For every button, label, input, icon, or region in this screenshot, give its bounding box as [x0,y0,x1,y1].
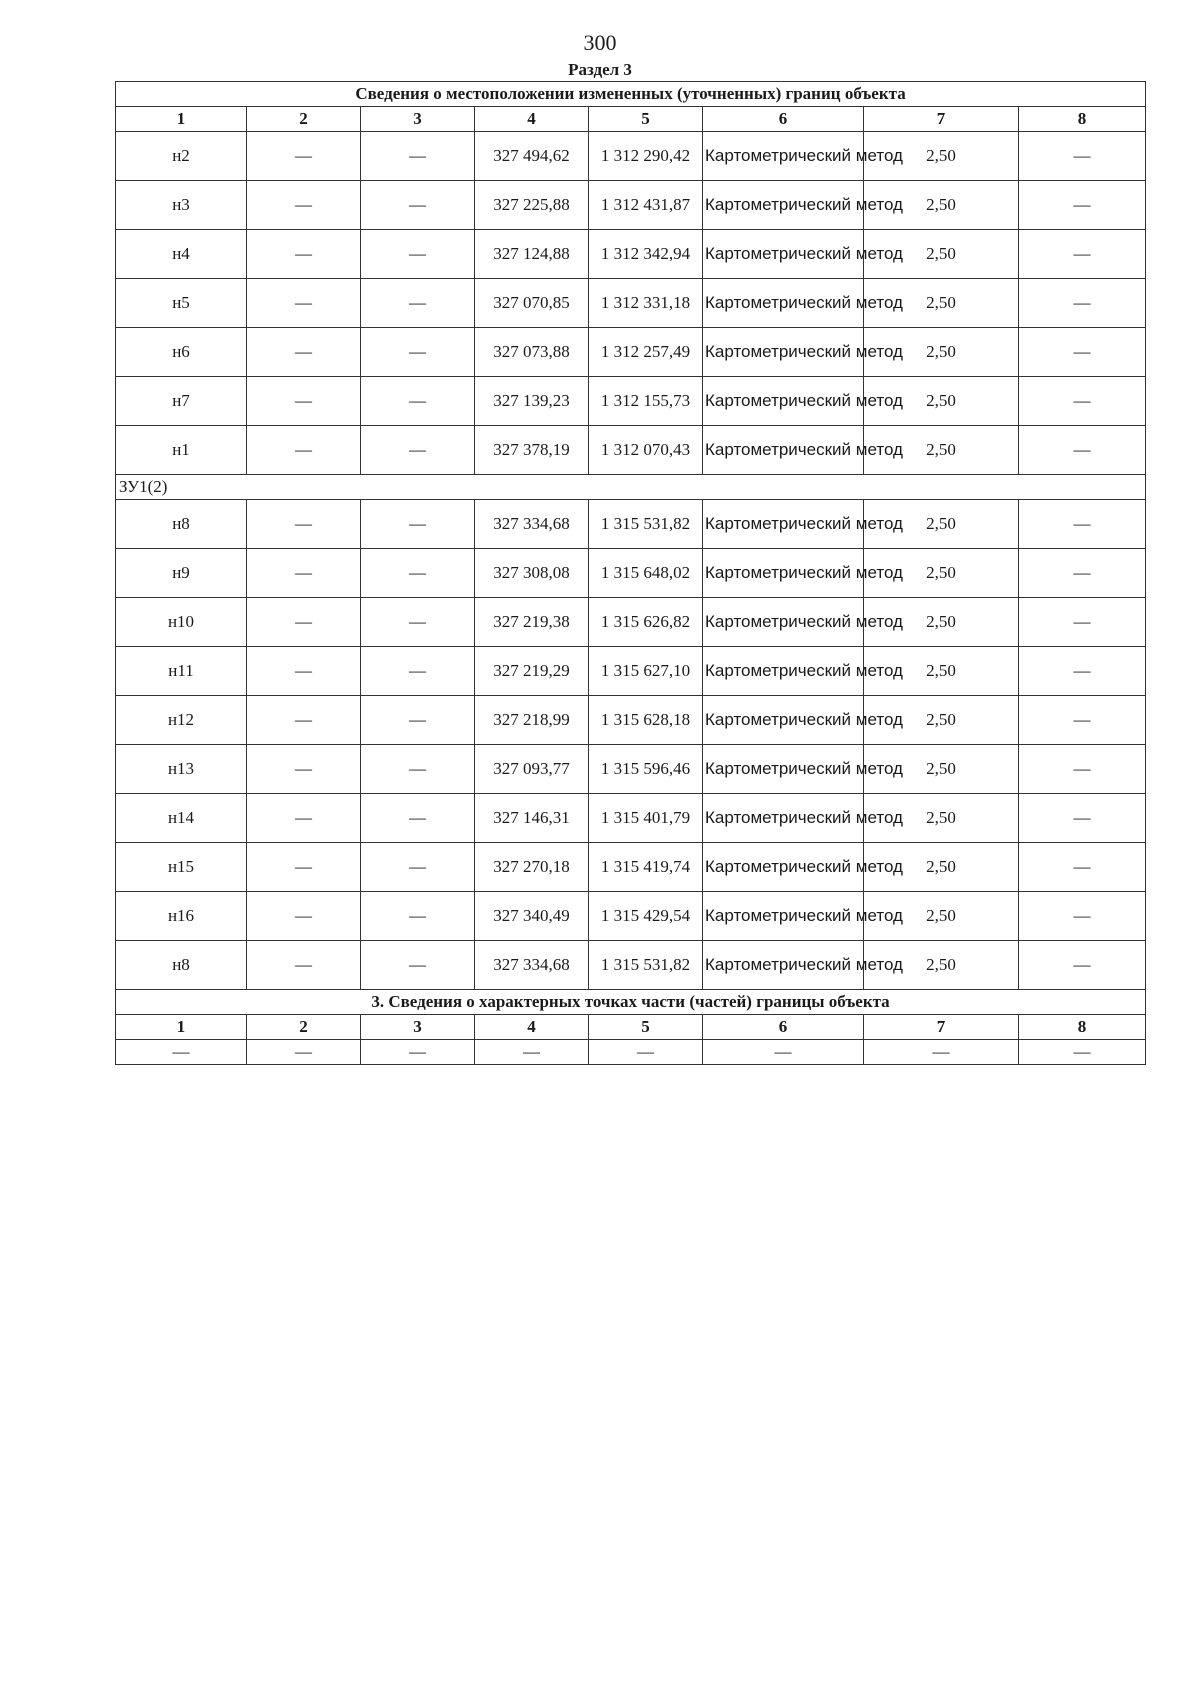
point-name-cell: н8 [116,500,247,549]
point-name-cell: н2 [116,132,247,181]
col3-cell: — [361,794,475,843]
col2-cell: — [247,500,361,549]
parts-header-row [116,1015,1146,1040]
coordinate-y-cell: 1 312 290,42 [589,132,703,181]
table-row [116,745,1146,794]
point-name-cell: н10 [116,598,247,647]
col2-cell: — [247,598,361,647]
point-name-cell: н15 [116,843,247,892]
col3-cell: — [361,843,475,892]
point-name-cell: н13 [116,745,247,794]
table-row [116,549,1146,598]
table-row [116,328,1146,377]
col2-cell: — [247,647,361,696]
method-cell: Картометрический метод [703,279,864,328]
coordinate-y-cell: 1 315 531,82 [589,941,703,990]
table-row [116,377,1146,426]
coordinate-y-cell: 1 315 401,79 [589,794,703,843]
parts-column-header: 7 [864,1015,1019,1040]
method-cell: Картометрический метод [703,598,864,647]
table-row [116,426,1146,475]
col2-cell: — [247,426,361,475]
method-cell: Картометрический метод [703,377,864,426]
accuracy-cell: 2,50 [864,132,1019,181]
col3-cell: — [361,500,475,549]
coordinate-x-cell: 327 146,31 [475,794,589,843]
parts-cell: — [247,1040,361,1065]
col8-cell: — [1019,181,1146,230]
coordinate-x-cell: 327 093,77 [475,745,589,794]
col2-cell: — [247,181,361,230]
table-caption: Сведения о местоположении измененных (уточненных) границ объекта [116,82,1146,107]
col2-cell: — [247,696,361,745]
col2-cell: — [247,549,361,598]
point-name-cell: н14 [116,794,247,843]
col8-cell: — [1019,598,1146,647]
method-cell: Картометрический метод [703,892,864,941]
col8-cell: — [1019,426,1146,475]
parts-cell: — [361,1040,475,1065]
col3-cell: — [361,892,475,941]
col2-cell: — [247,132,361,181]
accuracy-cell: 2,50 [864,745,1019,794]
col8-cell: — [1019,745,1146,794]
col2-cell: — [247,892,361,941]
column-header: 6 [703,107,864,132]
coordinate-x-cell: 327 070,85 [475,279,589,328]
coordinate-y-cell: 1 312 431,87 [589,181,703,230]
method-cell: Картометрический метод [703,647,864,696]
col3-cell: — [361,696,475,745]
coordinate-y-cell: 1 315 626,82 [589,598,703,647]
parts-column-header: 6 [703,1015,864,1040]
parts-column-header: 4 [475,1015,589,1040]
point-name-cell: н12 [116,696,247,745]
col8-cell: — [1019,328,1146,377]
accuracy-cell: 2,50 [864,843,1019,892]
method-cell: Картометрический метод [703,181,864,230]
col3-cell: — [361,426,475,475]
coordinate-x-cell: 327 270,18 [475,843,589,892]
parts-cell: — [1019,1040,1146,1065]
col8-cell: — [1019,647,1146,696]
col2-cell: — [247,794,361,843]
coordinate-y-cell: 1 315 419,74 [589,843,703,892]
parts-cell: — [864,1040,1019,1065]
table-row [116,941,1146,990]
accuracy-cell: 2,50 [864,328,1019,377]
col2-cell: — [247,745,361,794]
point-name-cell: н4 [116,230,247,279]
col8-cell: — [1019,696,1146,745]
parts-cell: — [116,1040,247,1065]
coordinate-y-cell: 1 315 627,10 [589,647,703,696]
group-row [116,475,1146,500]
parts-table-row [116,1040,1146,1065]
parts-caption-row [116,990,1146,1015]
table-row [116,598,1146,647]
coordinate-y-cell: 1 315 596,46 [589,745,703,794]
parts-column-header: 2 [247,1015,361,1040]
coordinate-x-cell: 327 218,99 [475,696,589,745]
point-name-cell: н5 [116,279,247,328]
parts-cell: — [475,1040,589,1065]
table-row [116,500,1146,549]
column-header: 7 [864,107,1019,132]
method-cell: Картометрический метод [703,132,864,181]
table-row [116,279,1146,328]
column-header: 4 [475,107,589,132]
col2-cell: — [247,230,361,279]
method-cell: Картометрический метод [703,745,864,794]
table-row [116,892,1146,941]
coordinate-y-cell: 1 312 342,94 [589,230,703,279]
col3-cell: — [361,132,475,181]
accuracy-cell: 2,50 [864,230,1019,279]
col8-cell: — [1019,132,1146,181]
accuracy-cell: 2,50 [864,892,1019,941]
coordinate-y-cell: 1 315 531,82 [589,500,703,549]
point-name-cell: н11 [116,647,247,696]
column-header: 5 [589,107,703,132]
col8-cell: — [1019,500,1146,549]
coordinate-x-cell: 327 308,08 [475,549,589,598]
coordinate-x-cell: 327 334,68 [475,941,589,990]
point-name-cell: н6 [116,328,247,377]
table-row [116,647,1146,696]
table-row [116,181,1146,230]
page-number: 300 [583,30,617,55]
coordinate-x-cell: 327 124,88 [475,230,589,279]
col3-cell: — [361,279,475,328]
col2-cell: — [247,843,361,892]
point-name-cell: н9 [116,549,247,598]
coordinate-x-cell: 327 494,62 [475,132,589,181]
method-cell: Картометрический метод [703,941,864,990]
coordinate-y-cell: 1 312 257,49 [589,328,703,377]
point-name-cell: н3 [116,181,247,230]
section-title: Раздел 3 [568,60,632,79]
accuracy-cell: 2,50 [864,426,1019,475]
parts-column-header: 1 [116,1015,247,1040]
coordinate-x-cell: 327 340,49 [475,892,589,941]
accuracy-cell: 2,50 [864,794,1019,843]
coordinate-x-cell: 327 219,29 [475,647,589,696]
col8-cell: — [1019,843,1146,892]
method-cell: Картометрический метод [703,843,864,892]
col3-cell: — [361,745,475,794]
col3-cell: — [361,549,475,598]
coordinate-y-cell: 1 312 070,43 [589,426,703,475]
boundary-table [115,81,1146,1065]
col8-cell: — [1019,892,1146,941]
coordinate-x-cell: 327 378,19 [475,426,589,475]
table-row [116,843,1146,892]
method-cell: Картометрический метод [703,328,864,377]
group-label: ЗУ1(2) [116,475,1146,500]
accuracy-cell: 2,50 [864,279,1019,328]
column-header: 1 [116,107,247,132]
method-cell: Картометрический метод [703,696,864,745]
coordinate-x-cell: 327 073,88 [475,328,589,377]
parts-cell: — [703,1040,864,1065]
point-name-cell: н8 [116,941,247,990]
coordinate-y-cell: 1 312 155,73 [589,377,703,426]
coordinate-y-cell: 1 315 628,18 [589,696,703,745]
coordinate-y-cell: 1 312 331,18 [589,279,703,328]
coordinate-y-cell: 1 315 648,02 [589,549,703,598]
col8-cell: — [1019,230,1146,279]
accuracy-cell: 2,50 [864,500,1019,549]
coordinate-x-cell: 327 225,88 [475,181,589,230]
col2-cell: — [247,279,361,328]
col8-cell: — [1019,377,1146,426]
parts-column-header: 5 [589,1015,703,1040]
accuracy-cell: 2,50 [864,181,1019,230]
col2-cell: — [247,377,361,426]
method-cell: Картометрический метод [703,230,864,279]
col3-cell: — [361,328,475,377]
col8-cell: — [1019,941,1146,990]
col3-cell: — [361,647,475,696]
coordinate-y-cell: 1 315 429,54 [589,892,703,941]
col3-cell: — [361,230,475,279]
col3-cell: — [361,941,475,990]
table-row [116,230,1146,279]
table-header-row [116,107,1146,132]
col3-cell: — [361,598,475,647]
parts-cell: — [589,1040,703,1065]
table-row [116,696,1146,745]
col2-cell: — [247,328,361,377]
method-cell: Картометрический метод [703,794,864,843]
coordinate-x-cell: 327 334,68 [475,500,589,549]
table-row [116,132,1146,181]
accuracy-cell: 2,50 [864,377,1019,426]
parts-column-header: 8 [1019,1015,1146,1040]
method-cell: Картометрический метод [703,549,864,598]
coordinate-x-cell: 327 219,38 [475,598,589,647]
accuracy-cell: 2,50 [864,941,1019,990]
point-name-cell: н16 [116,892,247,941]
point-name-cell: н1 [116,426,247,475]
parts-column-header: 3 [361,1015,475,1040]
col8-cell: — [1019,794,1146,843]
column-header: 8 [1019,107,1146,132]
coordinate-x-cell: 327 139,23 [475,377,589,426]
table-row [116,794,1146,843]
method-cell: Картометрический метод [703,426,864,475]
col8-cell: — [1019,279,1146,328]
accuracy-cell: 2,50 [864,598,1019,647]
method-cell: Картометрический метод [703,500,864,549]
column-header: 3 [361,107,475,132]
col3-cell: — [361,181,475,230]
parts-table-caption: 3. Сведения о характерных точках части (частей) границы объекта [116,990,1146,1015]
accuracy-cell: 2,50 [864,549,1019,598]
accuracy-cell: 2,50 [864,647,1019,696]
accuracy-cell: 2,50 [864,696,1019,745]
col3-cell: — [361,377,475,426]
point-name-cell: н7 [116,377,247,426]
col2-cell: — [247,941,361,990]
col8-cell: — [1019,549,1146,598]
column-header: 2 [247,107,361,132]
